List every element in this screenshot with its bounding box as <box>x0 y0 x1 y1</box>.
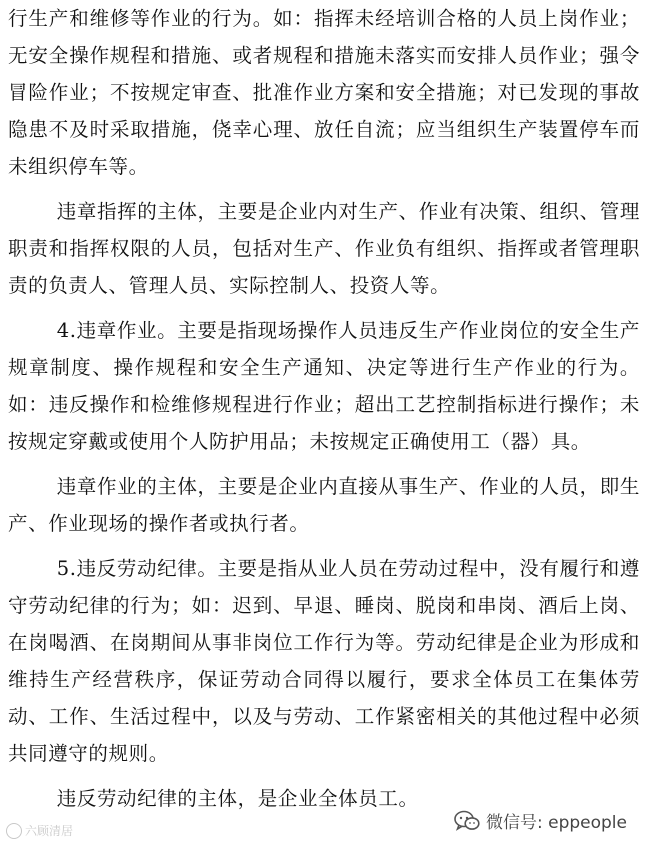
watermark-left <box>6 822 73 839</box>
watermark-logo-icon <box>6 823 22 839</box>
paragraph-continuation: 行生产和维修等作业的行为。如：指挥未经培训合格的人员上岗作业；无安全操作规程和措施、或者规程和措施未落实而安排人员作业；强令冒险作业；不按规定审查、批准作业方案和安全措施；对已发现的事故隐患不及时采取措施，侥幸心理、放任自流；应当组织生产装置停车而未组织停车等。 <box>8 7 640 178</box>
paragraph-violation-operation-subject: 违章作业的主体，主要是企业内直接从事生产、作业的人员，即生产、作业现场的操作者或执行者。 <box>8 475 640 535</box>
wechat-id-label: 微信号: eppeople <box>485 813 627 833</box>
paragraph-violation-command-subject: 违章指挥的主体，主要是企业内对生产、作业有决策、组织、管理职责和指挥权限的人员，包括对生产、作业负有组织、指挥或者管理职责的负责人、管理人员、实际控制人、投资人等。 <box>8 200 640 297</box>
paragraph-labor-discipline-subject: 违反劳动纪律的主体，是企业全体员工。 <box>56 787 419 810</box>
paragraph-violation-operation: 4.违章作业。主要是指现场操作人员违反生产作业岗位的安全生产规章制度、操作规程和安全生产通知、决定等进行生产作业的行为。如：违反操作和检维修规程进行作业；超出工艺控制指标进行操作；未按规定穿戴或使用个人防护用品；未按规定正确使用工（器）具。 <box>8 319 640 453</box>
watermark-left-text: 六顾清居 <box>25 824 74 838</box>
paragraph-labor-discipline: 5.违反劳动纪律。主要是指从业人员在劳动过程中，没有履行和遵守劳动纪律的行为；如：迟到、早退、睡岗、脱岗和串岗、酒后上岗、在岗喝酒、在岗期间从事非岗位工作行为等。劳动纪律是企业为形成和维持生产经营秩序，保证劳动合同得以履行，要求全体员工在集体劳动、工作、生活过程中，以及与劳动、工作紧密相关的其他过程中必须共同遵守的规则。 <box>8 557 640 765</box>
document-page <box>8 0 640 817</box>
wechat-icon <box>454 810 480 832</box>
wechat-tag <box>454 808 627 833</box>
